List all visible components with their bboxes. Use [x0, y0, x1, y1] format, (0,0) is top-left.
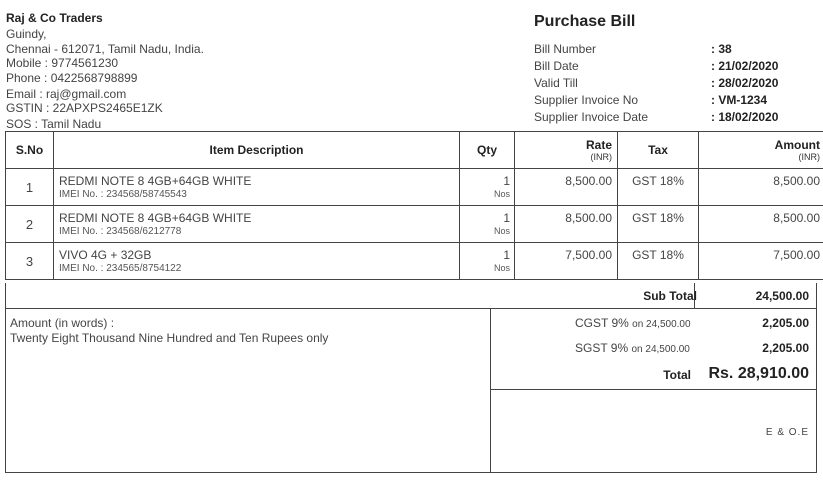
company-email: Email : raj@gmail.com: [6, 87, 127, 101]
qty-value: 1: [503, 174, 510, 188]
qty-value: 1: [503, 211, 510, 225]
cgst-label: CGST 9%: [575, 316, 629, 330]
rate-value: 7,500.00: [565, 248, 612, 262]
bill-date-value: : 21/02/2020: [711, 59, 779, 73]
item-name: REDMI NOTE 8 4GB+64GB WHITE: [59, 174, 252, 188]
supplier-invoice-no-label: Supplier Invoice No: [534, 93, 639, 107]
supplier-invoice-no-value: : VM-1234: [711, 93, 768, 107]
sgst-line: [575, 341, 690, 355]
col-header-rate-label: Rate: [585, 138, 612, 152]
eoe-note: E & O.E: [765, 427, 809, 438]
item-name: REDMI NOTE 8 4GB+64GB WHITE: [59, 211, 252, 225]
company-name: Raj & Co Traders: [6, 11, 103, 25]
company-phone: Phone : 0422568798899: [6, 71, 138, 85]
company-address-line: Guindy,: [6, 27, 47, 41]
col-header-description: Item Description: [54, 132, 460, 169]
subtotal-label-cell: [5, 283, 695, 309]
amount-value: 8,500.00: [773, 211, 820, 225]
bill-date-label: Bill Date: [534, 59, 579, 73]
row-tax: [618, 169, 699, 206]
tax-value: GST 18%: [632, 174, 684, 188]
row-amount: [699, 169, 823, 206]
col-header-rate-unit: (INR): [590, 152, 612, 162]
tax-value: GST 18%: [632, 211, 684, 225]
item-imei: IMEI No. : 234565/8754122: [59, 263, 182, 274]
item-name: VIVO 4G + 32GB: [59, 248, 152, 262]
total-value: Rs. 28,910.00: [708, 365, 809, 382]
item-imei: IMEI No. : 234568/6212778: [59, 226, 182, 237]
col-header-rate: [515, 132, 618, 169]
tax-value: GST 18%: [632, 248, 684, 262]
col-header-amount-unit: (INR): [798, 152, 820, 162]
rate-value: 8,500.00: [565, 174, 612, 188]
col-header-sno: S.No: [6, 132, 54, 169]
table-row: [6, 169, 823, 206]
company-mobile: Mobile : 9774561230: [6, 56, 119, 70]
row-tax: [618, 243, 699, 280]
col-header-tax: Tax: [618, 132, 699, 169]
valid-till-label: Valid Till: [534, 76, 578, 90]
item-imei: IMEI No. : 234568/58745543: [59, 189, 187, 200]
amount-in-words-label: Amount (in words) :: [10, 316, 115, 330]
qty-unit: Nos: [493, 263, 510, 273]
qty-value: 1: [503, 248, 510, 262]
qty-unit: Nos: [493, 189, 510, 199]
sgst-base: on 24,500.00: [631, 344, 690, 355]
rate-value: 8,500.00: [565, 211, 612, 225]
cgst-value: 2,205.00: [762, 316, 809, 330]
table-header-row: [6, 132, 823, 169]
subtotal-label: Sub Total: [643, 289, 697, 303]
row-amount: [699, 206, 823, 243]
row-description: [54, 206, 460, 243]
amount-value: 8,500.00: [773, 174, 820, 188]
row-sno: 1: [6, 169, 54, 206]
sgst-value: 2,205.00: [762, 341, 809, 355]
col-header-amount-label: Amount: [774, 138, 820, 152]
bill-number-value: : 38: [711, 42, 732, 56]
company-sos: SOS : Tamil Nadu: [6, 117, 102, 131]
company-gstin: GSTIN : 22APXPS2465E1ZK: [6, 101, 163, 115]
total-label: Total: [663, 368, 691, 382]
row-qty: [460, 243, 515, 280]
amount-value: 7,500.00: [773, 248, 820, 262]
row-sno: 2: [6, 206, 54, 243]
bill-title: Purchase Bill: [534, 13, 636, 30]
cgst-base: on 24,500.00: [632, 319, 691, 330]
sgst-label: SGST 9%: [575, 341, 629, 355]
table-row: [6, 243, 823, 280]
col-header-qty: Qty: [460, 132, 515, 169]
row-description: [54, 243, 460, 280]
row-qty: [460, 169, 515, 206]
row-sno: 3: [6, 243, 54, 280]
cgst-line: [575, 316, 691, 330]
amount-in-words-value: Twenty Eight Thousand Nine Hundred and Ten Rupees only: [10, 331, 329, 345]
bill-number-label: Bill Number: [534, 42, 597, 56]
row-qty: [460, 206, 515, 243]
table-row: [6, 206, 823, 243]
supplier-invoice-date-label: Supplier Invoice Date: [534, 110, 649, 124]
col-header-amount: [699, 132, 823, 169]
row-amount: [699, 243, 823, 280]
row-rate: [515, 169, 618, 206]
row-rate: [515, 206, 618, 243]
items-table: [5, 131, 823, 280]
qty-unit: Nos: [493, 226, 510, 236]
subtotal-value: 24,500.00: [755, 289, 809, 303]
row-rate: [515, 243, 618, 280]
company-city-line: Chennai - 612071, Tamil Nadu, India.: [6, 42, 204, 56]
valid-till-value: : 28/02/2020: [711, 76, 779, 90]
supplier-invoice-date-value: : 18/02/2020: [711, 110, 779, 124]
row-description: [54, 169, 460, 206]
row-tax: [618, 206, 699, 243]
